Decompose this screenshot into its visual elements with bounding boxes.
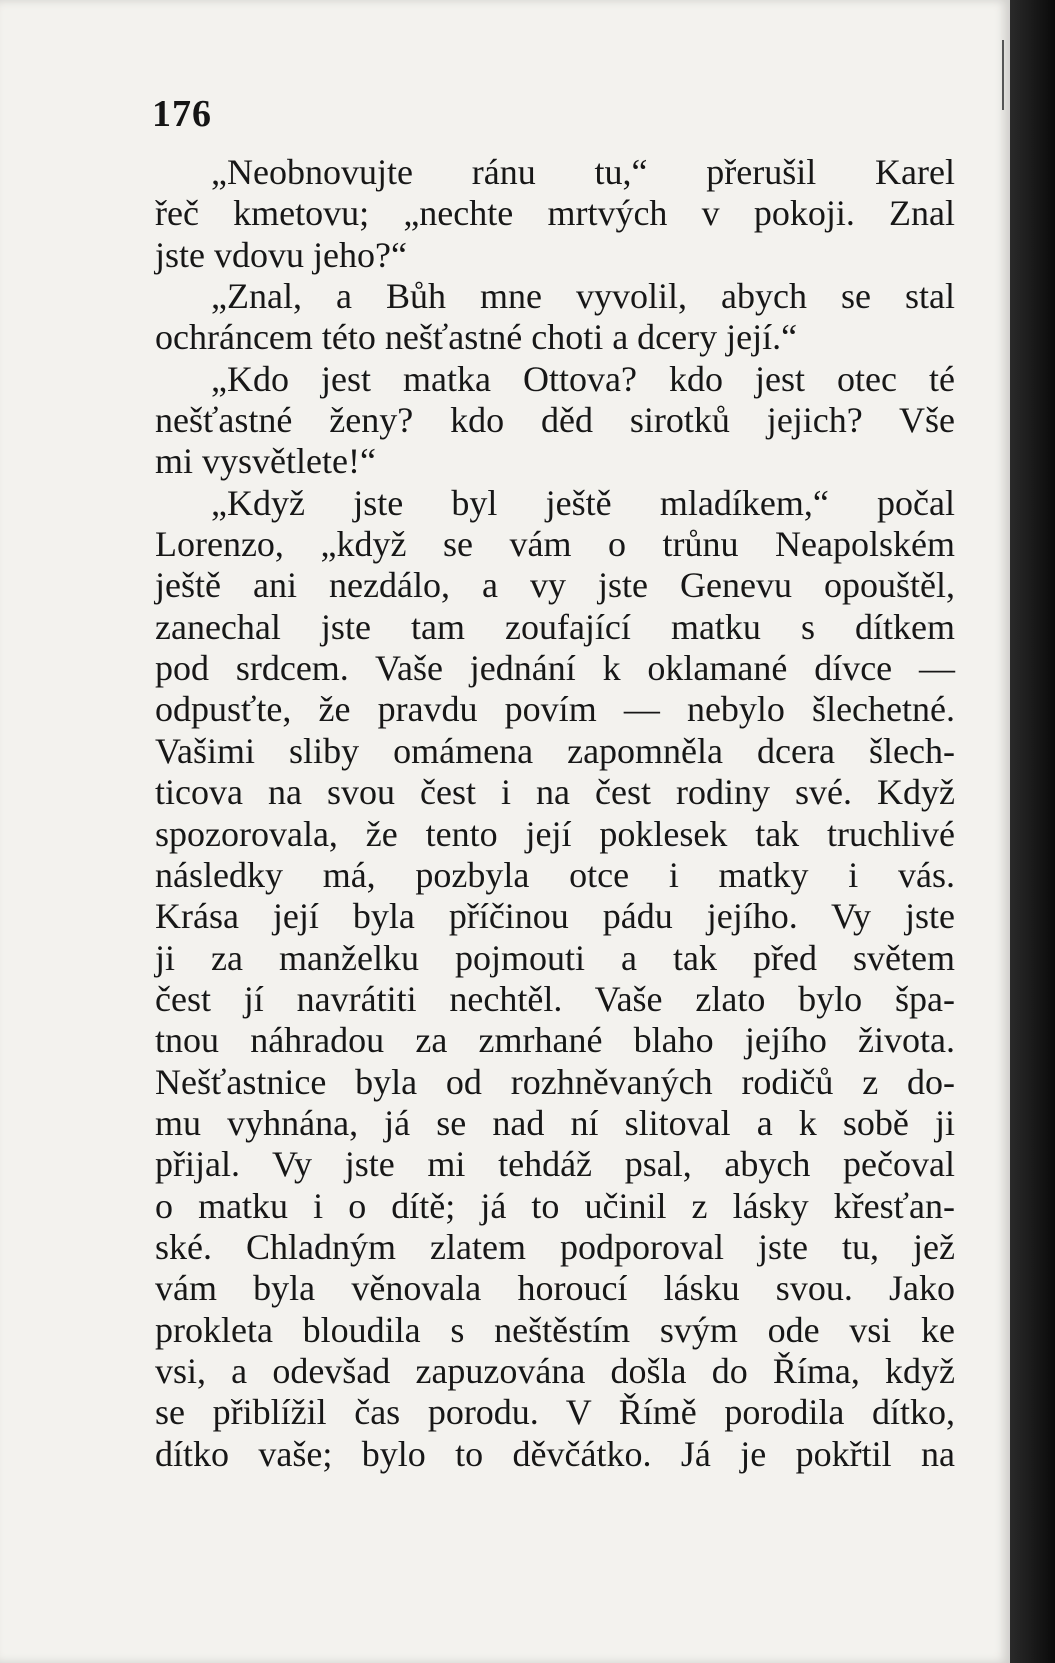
text-line: vám byla věnovala horoucí lásku svou. Jako <box>155 1268 955 1309</box>
text-line: mu vyhnána, já se nad ní slitoval a k sobě ji <box>155 1102 955 1143</box>
text-line: jste vdovu jeho?“ <box>155 234 407 275</box>
page-number: 176 <box>152 93 212 135</box>
text-line: zanechal jste tam zoufající matku s dítkem <box>155 606 955 647</box>
text-line: vsi, a odevšad zapuzována došla do Říma, když <box>155 1350 955 1391</box>
text-line: ještě ani nezdálo, a vy jste Genevu opouštěl, <box>155 565 955 606</box>
text-line: prokleta bloudila s neštěstím svým ode vsi ke <box>155 1309 955 1350</box>
text-line: ji za manželku pojmouti a tak před světem <box>155 937 955 978</box>
text-line: spozorovala, že tento její poklesek tak truchlivé <box>155 813 955 854</box>
text-line: Lorenzo, „když se vám o trůnu Neapolském <box>155 524 955 565</box>
page-edge-mark <box>1002 40 1004 110</box>
text-line: „Když jste byl ještě mladíkem,“ počal <box>211 482 955 523</box>
text-line: čest jí navrátiti nechtěl. Vaše zlato bylo špa- <box>155 978 955 1019</box>
text-line: řeč kmetovu; „nechte mrtvých v pokoji. Znal <box>155 193 955 234</box>
text-line: nešťastné ženy? kdo děd sirotků jejich? Vše <box>155 400 955 441</box>
text-line: následky má, pozbyla otce i matky i vás. <box>155 854 955 895</box>
text-line: přijal. Vy jste mi tehdáž psal, abych pečoval <box>155 1144 955 1185</box>
text-line: tnou náhradou za zmrhané blaho jejího života. <box>155 1020 955 1061</box>
text-line: mi vysvětlete!“ <box>155 441 376 482</box>
text-line: „Kdo jest matka Ottova? kdo jest otec té <box>211 358 955 399</box>
text-line: ské. Chladným zlatem podporoval jste tu, jež <box>155 1226 955 1267</box>
text-line: odpusťte, že pravdu povím — nebylo šlechetné. <box>155 689 955 730</box>
text-line: ochráncem této nešťastné choti a dcery její.“ <box>155 317 798 358</box>
text-line: se přiblížil čas porodu. V Římě porodila dítko, <box>155 1392 955 1433</box>
text-line: Krása její byla příčinou pádu jejího. Vy jste <box>155 896 955 937</box>
text-line: pod srdcem. Vaše jednání k oklamané dívce — <box>155 648 955 689</box>
text-line: „Neobnovujte ránu tu,“ přerušil Karel <box>211 152 955 192</box>
body-text <box>155 152 955 1475</box>
text-line: ticova na svou čest i na čest rodiny své. Když <box>155 772 955 813</box>
scan-right-border <box>1010 0 1055 1663</box>
text-line: Nešťastnice byla od rozhněvaných rodičů z do- <box>155 1061 955 1102</box>
text-line: o matku i o dítě; já to učinil z lásky křesťan- <box>155 1185 955 1226</box>
text-line: „Znal, a Bůh mne vyvolil, abych se stal <box>211 276 955 317</box>
text-line: Vašimi sliby omámena zapomněla dcera šlech- <box>155 730 955 771</box>
text-line: dítko vaše; bylo to děvčátko. Já je pokřtil na <box>155 1433 955 1474</box>
